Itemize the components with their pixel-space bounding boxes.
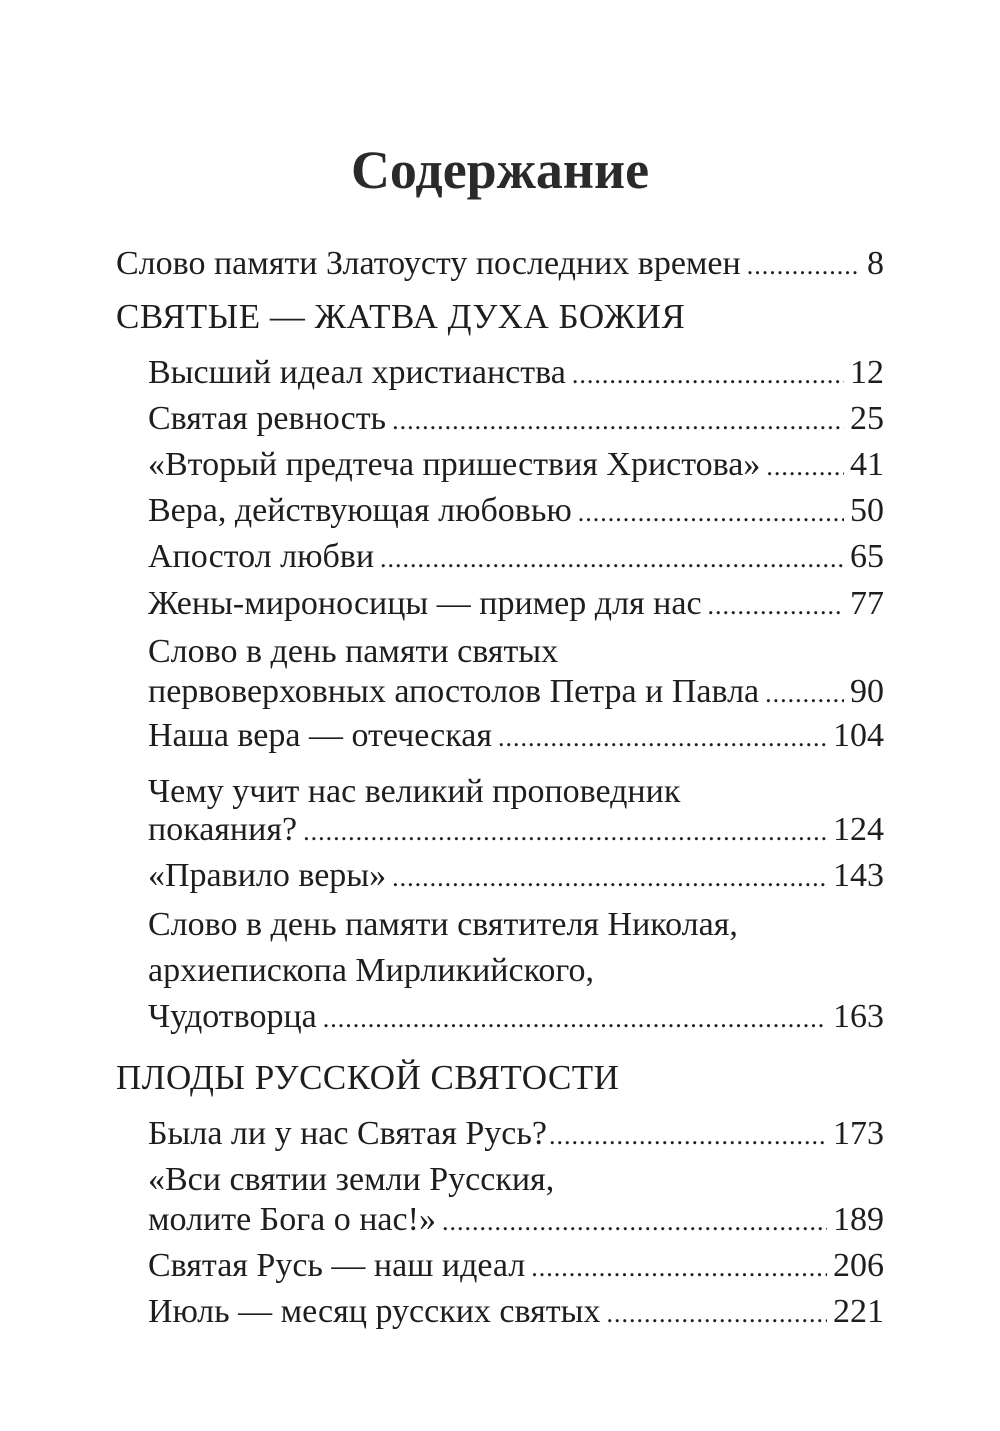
toc-entry[interactable] (148, 537, 884, 579)
toc-entry-text: «Правило веры» (148, 857, 387, 894)
toc-entry-text-line: «Вси святии земли Русския, (148, 1161, 555, 1198)
toc-page-number: 206 (833, 1247, 884, 1284)
toc-entry[interactable] (148, 902, 884, 1042)
toc-entry[interactable] (148, 445, 884, 487)
toc-page-number: 163 (833, 998, 884, 1035)
toc-entry[interactable] (148, 1246, 884, 1288)
leader-dots (380, 539, 844, 579)
toc-entry-text: Была ли у нас Святая Русь? (148, 1115, 547, 1152)
toc-entry-text-line: архиепископа Мирликийского, (148, 952, 594, 989)
toc-entry-text: Святая Русь — наш идеал (148, 1247, 526, 1284)
leader-dots (498, 718, 827, 758)
toc-entry-text: первоверховных апостолов Петра и Павла (148, 673, 760, 710)
toc-entry-text: «Вторый предтеча пришествия Христова» (148, 446, 761, 483)
leader-dots (303, 812, 827, 852)
page-title: Содержание (350, 140, 650, 200)
toc-page-number: 77 (850, 585, 884, 622)
toc-entry-text: молите Бога о нас!» (148, 1201, 436, 1238)
toc-entry[interactable] (148, 856, 884, 898)
toc-page-number: 25 (850, 400, 884, 437)
toc-entry[interactable] (148, 353, 884, 395)
toc-page-number: 90 (850, 673, 884, 710)
section-heading-saints: СВЯТЫЕ — ЖАТВА ДУХА БОЖИЯ (116, 297, 686, 336)
toc-entry[interactable] (148, 491, 884, 533)
leader-dots (747, 246, 861, 286)
toc-entry-intro[interactable] (116, 244, 884, 286)
leader-dots (765, 674, 844, 714)
toc-entry-text: покаяния? (148, 811, 298, 848)
toc-page-number: 221 (833, 1293, 884, 1330)
leader-dots (531, 1248, 827, 1288)
toc-entry-text-line: Чему учит нас великий проповедник (148, 773, 681, 810)
toc-page-number: 124 (833, 811, 884, 848)
toc-page-number: 65 (850, 538, 884, 575)
toc-entry-text: Наша вера — отеческая (148, 717, 492, 754)
leader-dots (578, 493, 844, 533)
toc-entry-text: Святая ревность (148, 400, 387, 437)
toc-entry-text: Апостол любви (148, 538, 375, 575)
toc-entry[interactable] (148, 1114, 884, 1156)
toc-page-number: 50 (850, 492, 884, 529)
leader-dots (442, 1202, 827, 1242)
leader-dots (606, 1294, 827, 1334)
toc-entry[interactable] (148, 716, 884, 758)
toc-entry-text: Чудотворца (148, 998, 317, 1035)
toc-entry-text: Слово памяти Златоусту последних времен (116, 245, 741, 282)
leader-dots (323, 996, 827, 1042)
toc-page-number: 189 (833, 1201, 884, 1238)
toc-entry-text: Высший идеал христианства (148, 354, 566, 391)
toc-page-number: 173 (833, 1115, 884, 1152)
leader-dots (766, 447, 844, 487)
toc-page-number: 143 (833, 857, 884, 894)
toc-entry[interactable] (148, 1292, 884, 1334)
toc-page-number: 12 (850, 354, 884, 391)
toc-entry[interactable] (148, 772, 884, 852)
toc-page-number: 8 (867, 245, 884, 282)
toc-entry-text: Жены-мироносицы — пример для нас (148, 585, 702, 622)
leader-dots (708, 586, 844, 626)
toc-entry[interactable] (148, 632, 884, 714)
toc-page-number: 104 (833, 717, 884, 754)
leader-dots (572, 355, 844, 395)
leader-dots (549, 1116, 827, 1156)
toc-page-number: 41 (850, 446, 884, 483)
toc-entry-text-line: Слово в день памяти святых (148, 633, 559, 670)
toc-entry-text: Вера, действующая любовью (148, 492, 572, 529)
toc-entry[interactable] (148, 399, 884, 441)
toc-entry-text: Июль — месяц русских святых (148, 1293, 601, 1330)
toc-entry-text-line: Слово в день памяти святителя Николая, (148, 906, 738, 943)
toc-entry[interactable] (148, 584, 884, 626)
leader-dots (392, 401, 844, 441)
leader-dots (392, 858, 827, 898)
section-heading-russian-holiness: ПЛОДЫ РУССКОЙ СВЯТОСТИ (116, 1058, 620, 1097)
toc-entry[interactable] (148, 1160, 884, 1242)
